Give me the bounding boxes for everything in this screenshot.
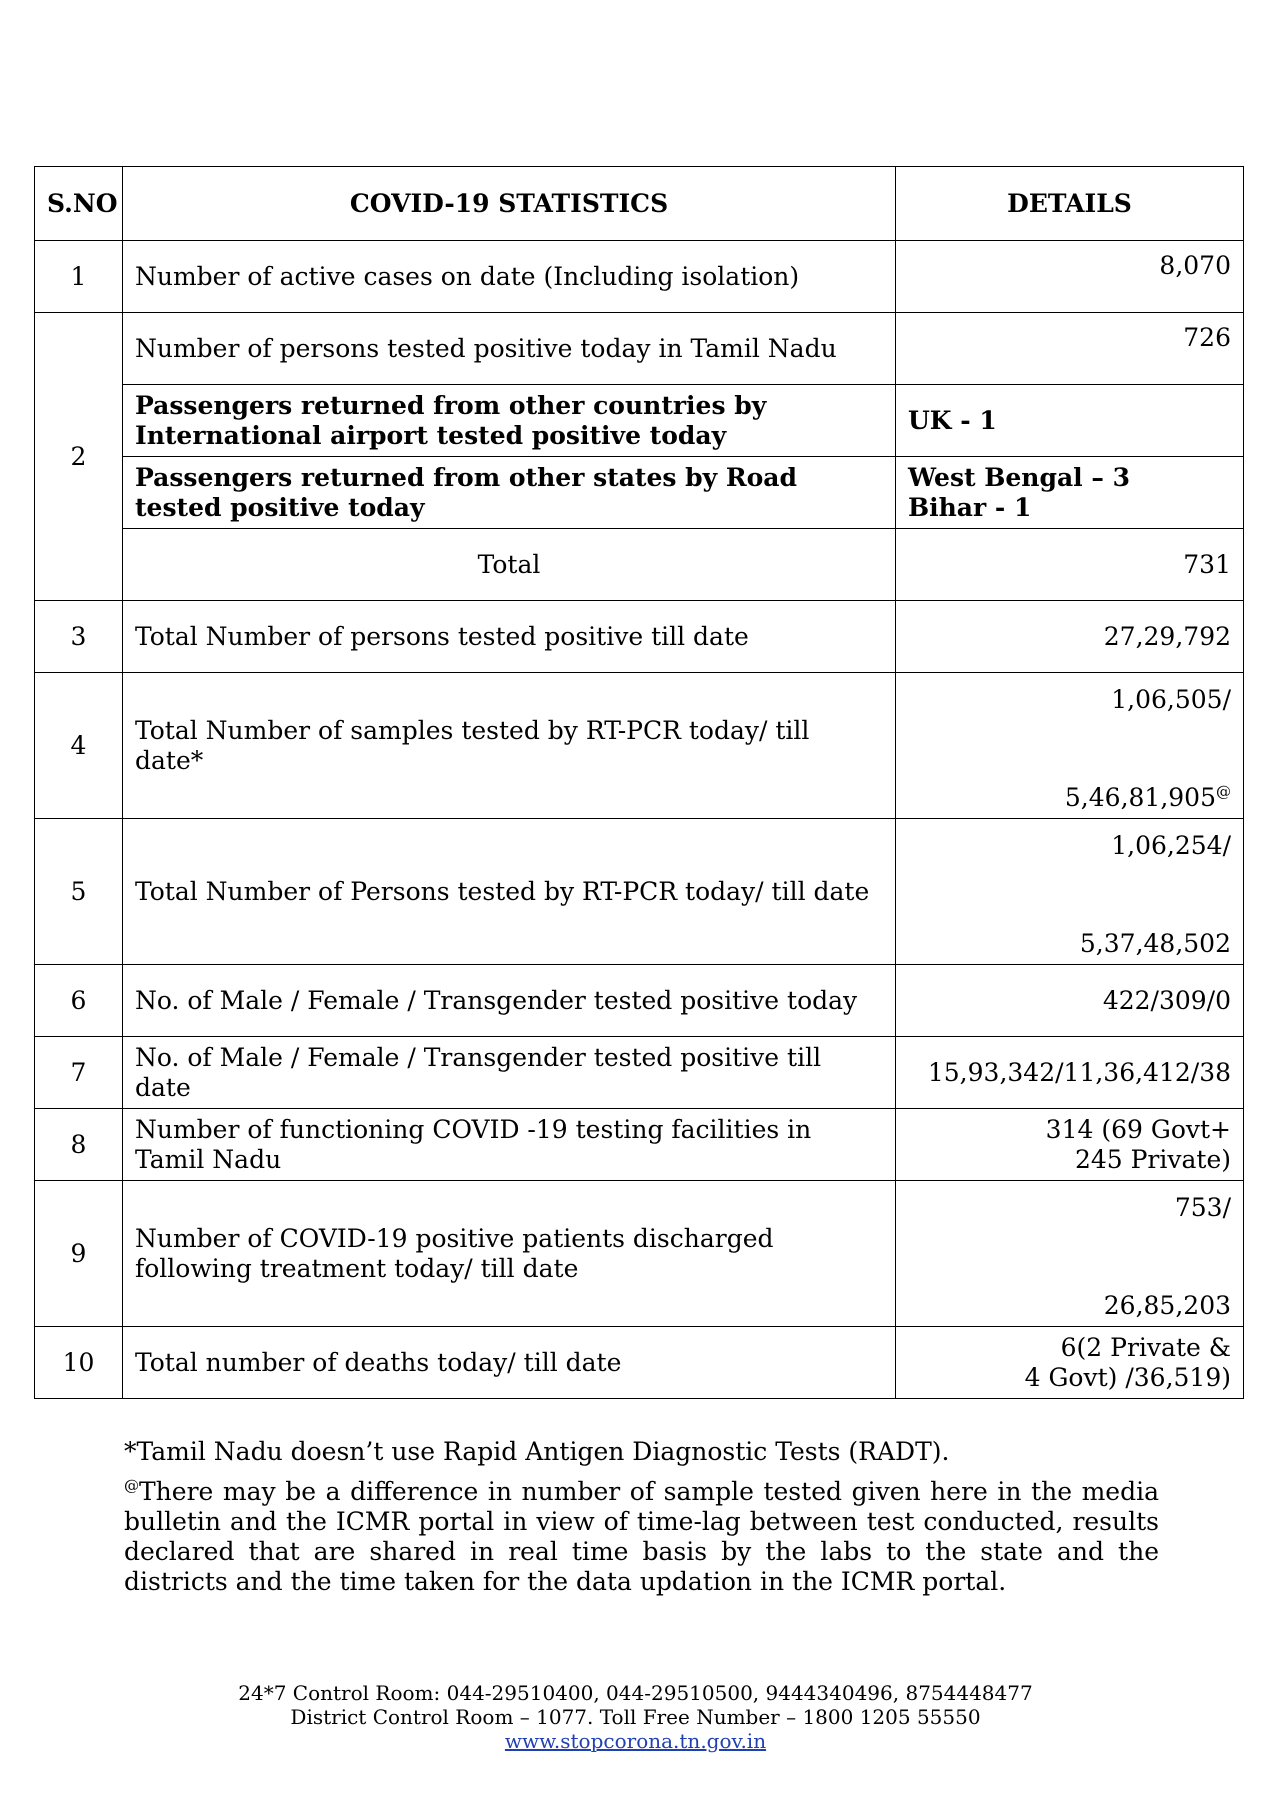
row-number: 10 (35, 1327, 123, 1399)
row-label: Number of persons tested positive today in Tamil Nadu (123, 313, 896, 385)
value-line: 4 Govt) /36,519) (1024, 1362, 1231, 1392)
covid-statistics-table (34, 166, 1244, 1399)
row-value (896, 673, 1244, 819)
row-value: 8,070 (896, 241, 1244, 313)
table-row (35, 1181, 1244, 1327)
row-value (896, 457, 1244, 529)
row-number: 4 (35, 673, 123, 819)
row-label: Passengers returned from other countries by International airport tested positive today (123, 385, 896, 457)
rapid-antigen-note: *Tamil Nadu doesn’t use Rapid Antigen Diagnostic Tests (RADT). (124, 1437, 950, 1466)
table-row (35, 313, 1244, 385)
row-value: 422/309/0 (896, 965, 1244, 1037)
row-label: No. of Male / Female / Transgender tested positive till date (123, 1037, 896, 1109)
row-number: 1 (35, 241, 123, 313)
row-value (896, 1109, 1244, 1181)
row-value (896, 1181, 1244, 1327)
control-room-line: 24*7 Control Room: 044-29510400, 044-29510500, 9444340496, 8754448477 (238, 1681, 1033, 1705)
value-line: 753/ (1174, 1192, 1231, 1222)
table-row (35, 965, 1244, 1037)
table-row (35, 241, 1244, 313)
row-number: 9 (35, 1181, 123, 1327)
value-text: 5,46,81,905 (1064, 782, 1216, 812)
row-number: 7 (35, 1037, 123, 1109)
row-label: Passengers returned from other states by Road tested positive today (123, 457, 896, 529)
table-header-row (35, 167, 1244, 241)
row-label: Total number of deaths today/ till date (123, 1327, 896, 1399)
footnotes (124, 1437, 1159, 1597)
value-line: West Bengal – 3 (908, 462, 1130, 492)
header-details: DETAILS (896, 167, 1244, 241)
at-footnote-mark: @ (1216, 782, 1231, 801)
value-line: 314 (69 Govt+ (1045, 1114, 1231, 1144)
table-row (35, 529, 1244, 601)
table-row (35, 1037, 1244, 1109)
value-line: 5,37,48,502 (1079, 928, 1231, 958)
website-link[interactable]: www.stopcorona.tn.gov.in (504, 1729, 767, 1753)
row-number: 8 (35, 1109, 123, 1181)
value-line: 245 Private) (1074, 1144, 1231, 1174)
row-label: Total Number of persons tested positive till date (123, 601, 896, 673)
value-line: 1,06,254/ (1111, 830, 1231, 860)
total-value: 731 (896, 529, 1244, 601)
icmr-difference-note (124, 1477, 1159, 1597)
row-number: 6 (35, 965, 123, 1037)
table-row (35, 385, 1244, 457)
row-label: No. of Male / Female / Transgender tested positive today (123, 965, 896, 1037)
row-label: Number of functioning COVID -19 testing facilities in Tamil Nadu (123, 1109, 896, 1181)
total-label: Total (123, 529, 896, 601)
header-sno: S.NO (35, 167, 123, 241)
at-footnote-mark: @ (124, 1476, 139, 1495)
value-line: 6(2 Private & (1060, 1332, 1231, 1362)
row-value (896, 819, 1244, 965)
value-line: Bihar - 1 (908, 492, 1032, 522)
table-row (35, 1109, 1244, 1181)
note-text: There may be a difference in number of sample tested given here in the media bulletin and the ICMR portal in view of time-lag between test conducted, results declared that are shared in real time basis by the labs to the state and the districts and the time taken for the data updation in the ICMR portal. (124, 1477, 1159, 1596)
row-value: 27,29,792 (896, 601, 1244, 673)
row-value: 726 (896, 313, 1244, 385)
table-row (35, 601, 1244, 673)
row-label: Number of COVID-19 positive patients discharged following treatment today/ till date (123, 1181, 896, 1327)
row-number: 5 (35, 819, 123, 965)
row-label: Total Number of Persons tested by RT-PCR today/ till date (123, 819, 896, 965)
row-value: UK - 1 (896, 385, 1244, 457)
row-number: 3 (35, 601, 123, 673)
district-control-line: District Control Room – 1077. Toll Free Number – 1800 1205 55550 (290, 1705, 981, 1729)
table-row (35, 819, 1244, 965)
row-number: 2 (35, 313, 123, 601)
value-line: 26,85,203 (1103, 1290, 1231, 1320)
page-footer (0, 1681, 1271, 1753)
table-row (35, 673, 1244, 819)
table-row (35, 1327, 1244, 1399)
header-statistics: COVID-19 STATISTICS (123, 167, 896, 241)
value-line: 1,06,505/ (1111, 684, 1231, 714)
row-value: 15,93,342/11,36,412/38 (896, 1037, 1244, 1109)
row-label: Number of active cases on date (Including isolation) (123, 241, 896, 313)
row-value (896, 1327, 1244, 1399)
row-label: Total Number of samples tested by RT-PCR today/ till date* (123, 673, 896, 819)
statistics-sheet (34, 166, 1243, 1399)
value-line (908, 783, 1231, 813)
table-row (35, 457, 1244, 529)
